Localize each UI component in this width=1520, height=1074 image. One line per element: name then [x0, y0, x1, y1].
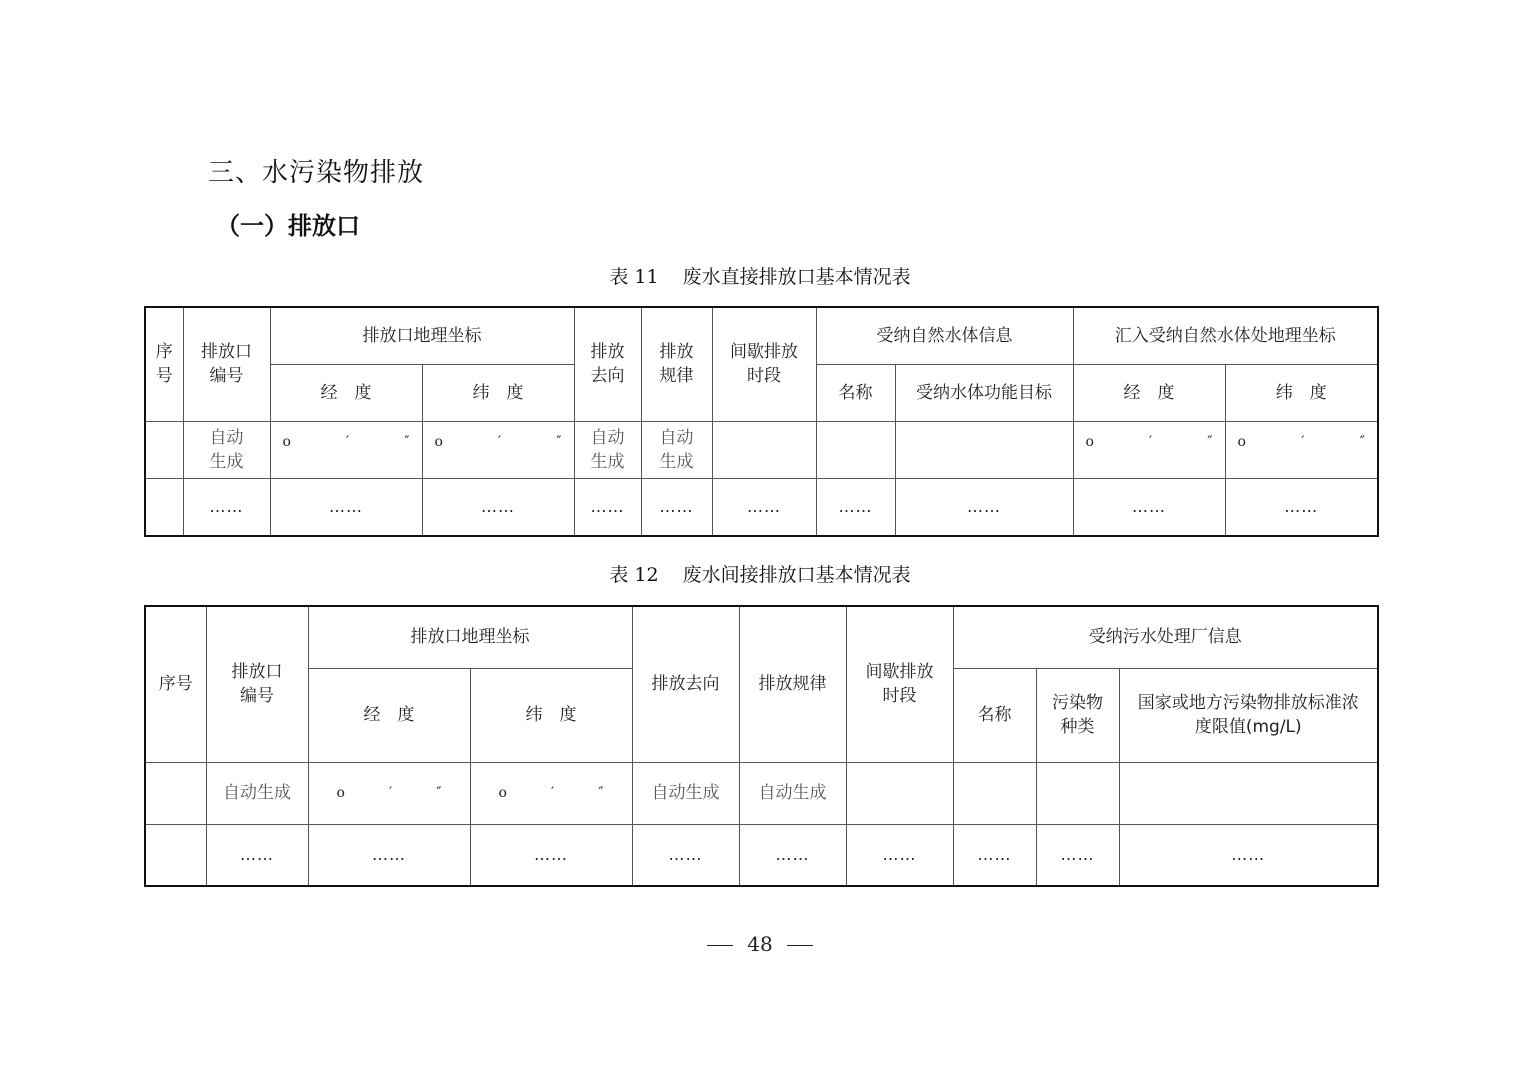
ellipsis-cell: …… [816, 478, 895, 536]
header-plant-info: 受纳污水处理厂信息 [953, 606, 1378, 668]
cell-seq [145, 478, 183, 536]
header-outlet-coords: 排放口地理坐标 [308, 606, 632, 668]
minute-mark: ′ [551, 785, 555, 801]
header-pattern: 排放规律 [641, 307, 712, 421]
header-longitude: 经 度 [270, 364, 422, 421]
table-12-caption [0, 560, 1520, 587]
cell-latitude-2 [1225, 421, 1378, 478]
header-function-target: 受纳水体功能目标 [895, 364, 1073, 421]
header-latitude-2: 纬 度 [1225, 364, 1378, 421]
cell-standard-limit [1119, 762, 1378, 824]
cell-name [953, 762, 1036, 824]
header-outlet-coords: 排放口地理坐标 [270, 307, 574, 364]
header-pollutant-type: 污染物种类 [1036, 668, 1119, 762]
table-row [145, 762, 1378, 824]
minute-mark: ′ [498, 433, 502, 450]
header-latitude: 纬 度 [470, 668, 632, 762]
table-12-title: 废水间接排放口基本情况表 [682, 564, 911, 586]
header-direction: 排放去向 [632, 606, 739, 762]
header-intermittent: 间歇排放时段 [712, 307, 816, 421]
ellipsis-cell: …… [1036, 824, 1119, 886]
second-mark: ″ [556, 433, 562, 450]
table-11-caption [0, 262, 1520, 289]
table-12-indirect-outlets [144, 605, 1379, 887]
cell-pattern: 自动生成 [739, 762, 846, 824]
header-longitude: 经 度 [308, 668, 470, 762]
cell-longitude [270, 421, 422, 478]
header-outlet-id: 排放口编号 [183, 307, 270, 421]
degree-mark: o [282, 433, 291, 450]
ellipsis-cell: …… [739, 824, 846, 886]
degree-mark: o [498, 785, 507, 801]
table-row [145, 478, 1378, 536]
header-pattern: 排放规律 [739, 606, 846, 762]
minute-mark: ′ [1301, 433, 1305, 450]
table-11-number: 表 11 [609, 266, 659, 288]
table-12-number: 表 12 [609, 564, 659, 586]
degree-mark: o [336, 785, 345, 801]
second-mark: ″ [404, 433, 410, 450]
ellipsis-cell: …… [641, 478, 712, 536]
cell-seq [145, 824, 206, 886]
header-seq: 序号 [145, 307, 183, 421]
ellipsis-cell: …… [953, 824, 1036, 886]
second-mark: ″ [436, 785, 442, 801]
cell-function-target [895, 421, 1073, 478]
cell-pattern: 自动生成 [641, 421, 712, 478]
cell-name [816, 421, 895, 478]
left-dash [707, 945, 733, 946]
cell-pollutant-type [1036, 762, 1119, 824]
ellipsis-cell: …… [1119, 824, 1378, 886]
header-direction: 排放去向 [574, 307, 641, 421]
right-dash [787, 945, 813, 946]
cell-latitude [470, 762, 632, 824]
ellipsis-cell: …… [1073, 478, 1225, 536]
cell-seq [145, 421, 183, 478]
degree-mark: o [1237, 433, 1246, 450]
cell-direction: 自动生成 [574, 421, 641, 478]
second-mark: ″ [1359, 433, 1365, 450]
cell-longitude-2 [1073, 421, 1225, 478]
ellipsis-cell: …… [470, 824, 632, 886]
header-name: 名称 [816, 364, 895, 421]
page-number: 48 [747, 932, 773, 956]
second-mark: ″ [1207, 433, 1213, 450]
cell-longitude [308, 762, 470, 824]
minute-mark: ′ [346, 433, 350, 450]
table-row [145, 421, 1378, 478]
header-longitude-2: 经 度 [1073, 364, 1225, 421]
ellipsis-cell: …… [422, 478, 574, 536]
section-title: 三、水污染物排放 [208, 158, 425, 188]
ellipsis-cell: …… [270, 478, 422, 536]
cell-outlet-id: 自动生成 [183, 421, 270, 478]
header-name: 名称 [953, 668, 1036, 762]
ellipsis-cell: …… [632, 824, 739, 886]
header-standard-limit: 国家或地方污染物排放标准浓度限值(mg/L) [1119, 668, 1378, 762]
second-mark: ″ [598, 785, 604, 801]
cell-latitude [422, 421, 574, 478]
page-footer [0, 932, 1520, 956]
cell-intermittent [712, 421, 816, 478]
cell-outlet-id: 自动生成 [206, 762, 308, 824]
header-outlet-id: 排放口编号 [206, 606, 308, 762]
ellipsis-cell: …… [895, 478, 1073, 536]
degree-mark: o [1085, 433, 1094, 450]
minute-mark: ′ [1149, 433, 1153, 450]
ellipsis-cell: …… [1225, 478, 1378, 536]
subsection-title: （一）排放口 [216, 211, 360, 240]
minute-mark: ′ [389, 785, 393, 801]
header-latitude: 纬 度 [422, 364, 574, 421]
header-intermittent: 间歇排放时段 [846, 606, 953, 762]
table-11-title: 废水直接排放口基本情况表 [682, 266, 911, 288]
ellipsis-cell: …… [308, 824, 470, 886]
ellipsis-cell: …… [712, 478, 816, 536]
header-seq: 序号 [145, 606, 206, 762]
header-water-body-info: 受纳自然水体信息 [816, 307, 1073, 364]
degree-mark: o [434, 433, 443, 450]
cell-intermittent [846, 762, 953, 824]
table-row [145, 824, 1378, 886]
table-11-direct-outlets [144, 306, 1379, 537]
ellipsis-cell: …… [183, 478, 270, 536]
ellipsis-cell: …… [846, 824, 953, 886]
ellipsis-cell: …… [574, 478, 641, 536]
cell-seq [145, 762, 206, 824]
header-confluence-coords: 汇入受纳自然水体处地理坐标 [1073, 307, 1378, 364]
ellipsis-cell: …… [206, 824, 308, 886]
cell-direction: 自动生成 [632, 762, 739, 824]
